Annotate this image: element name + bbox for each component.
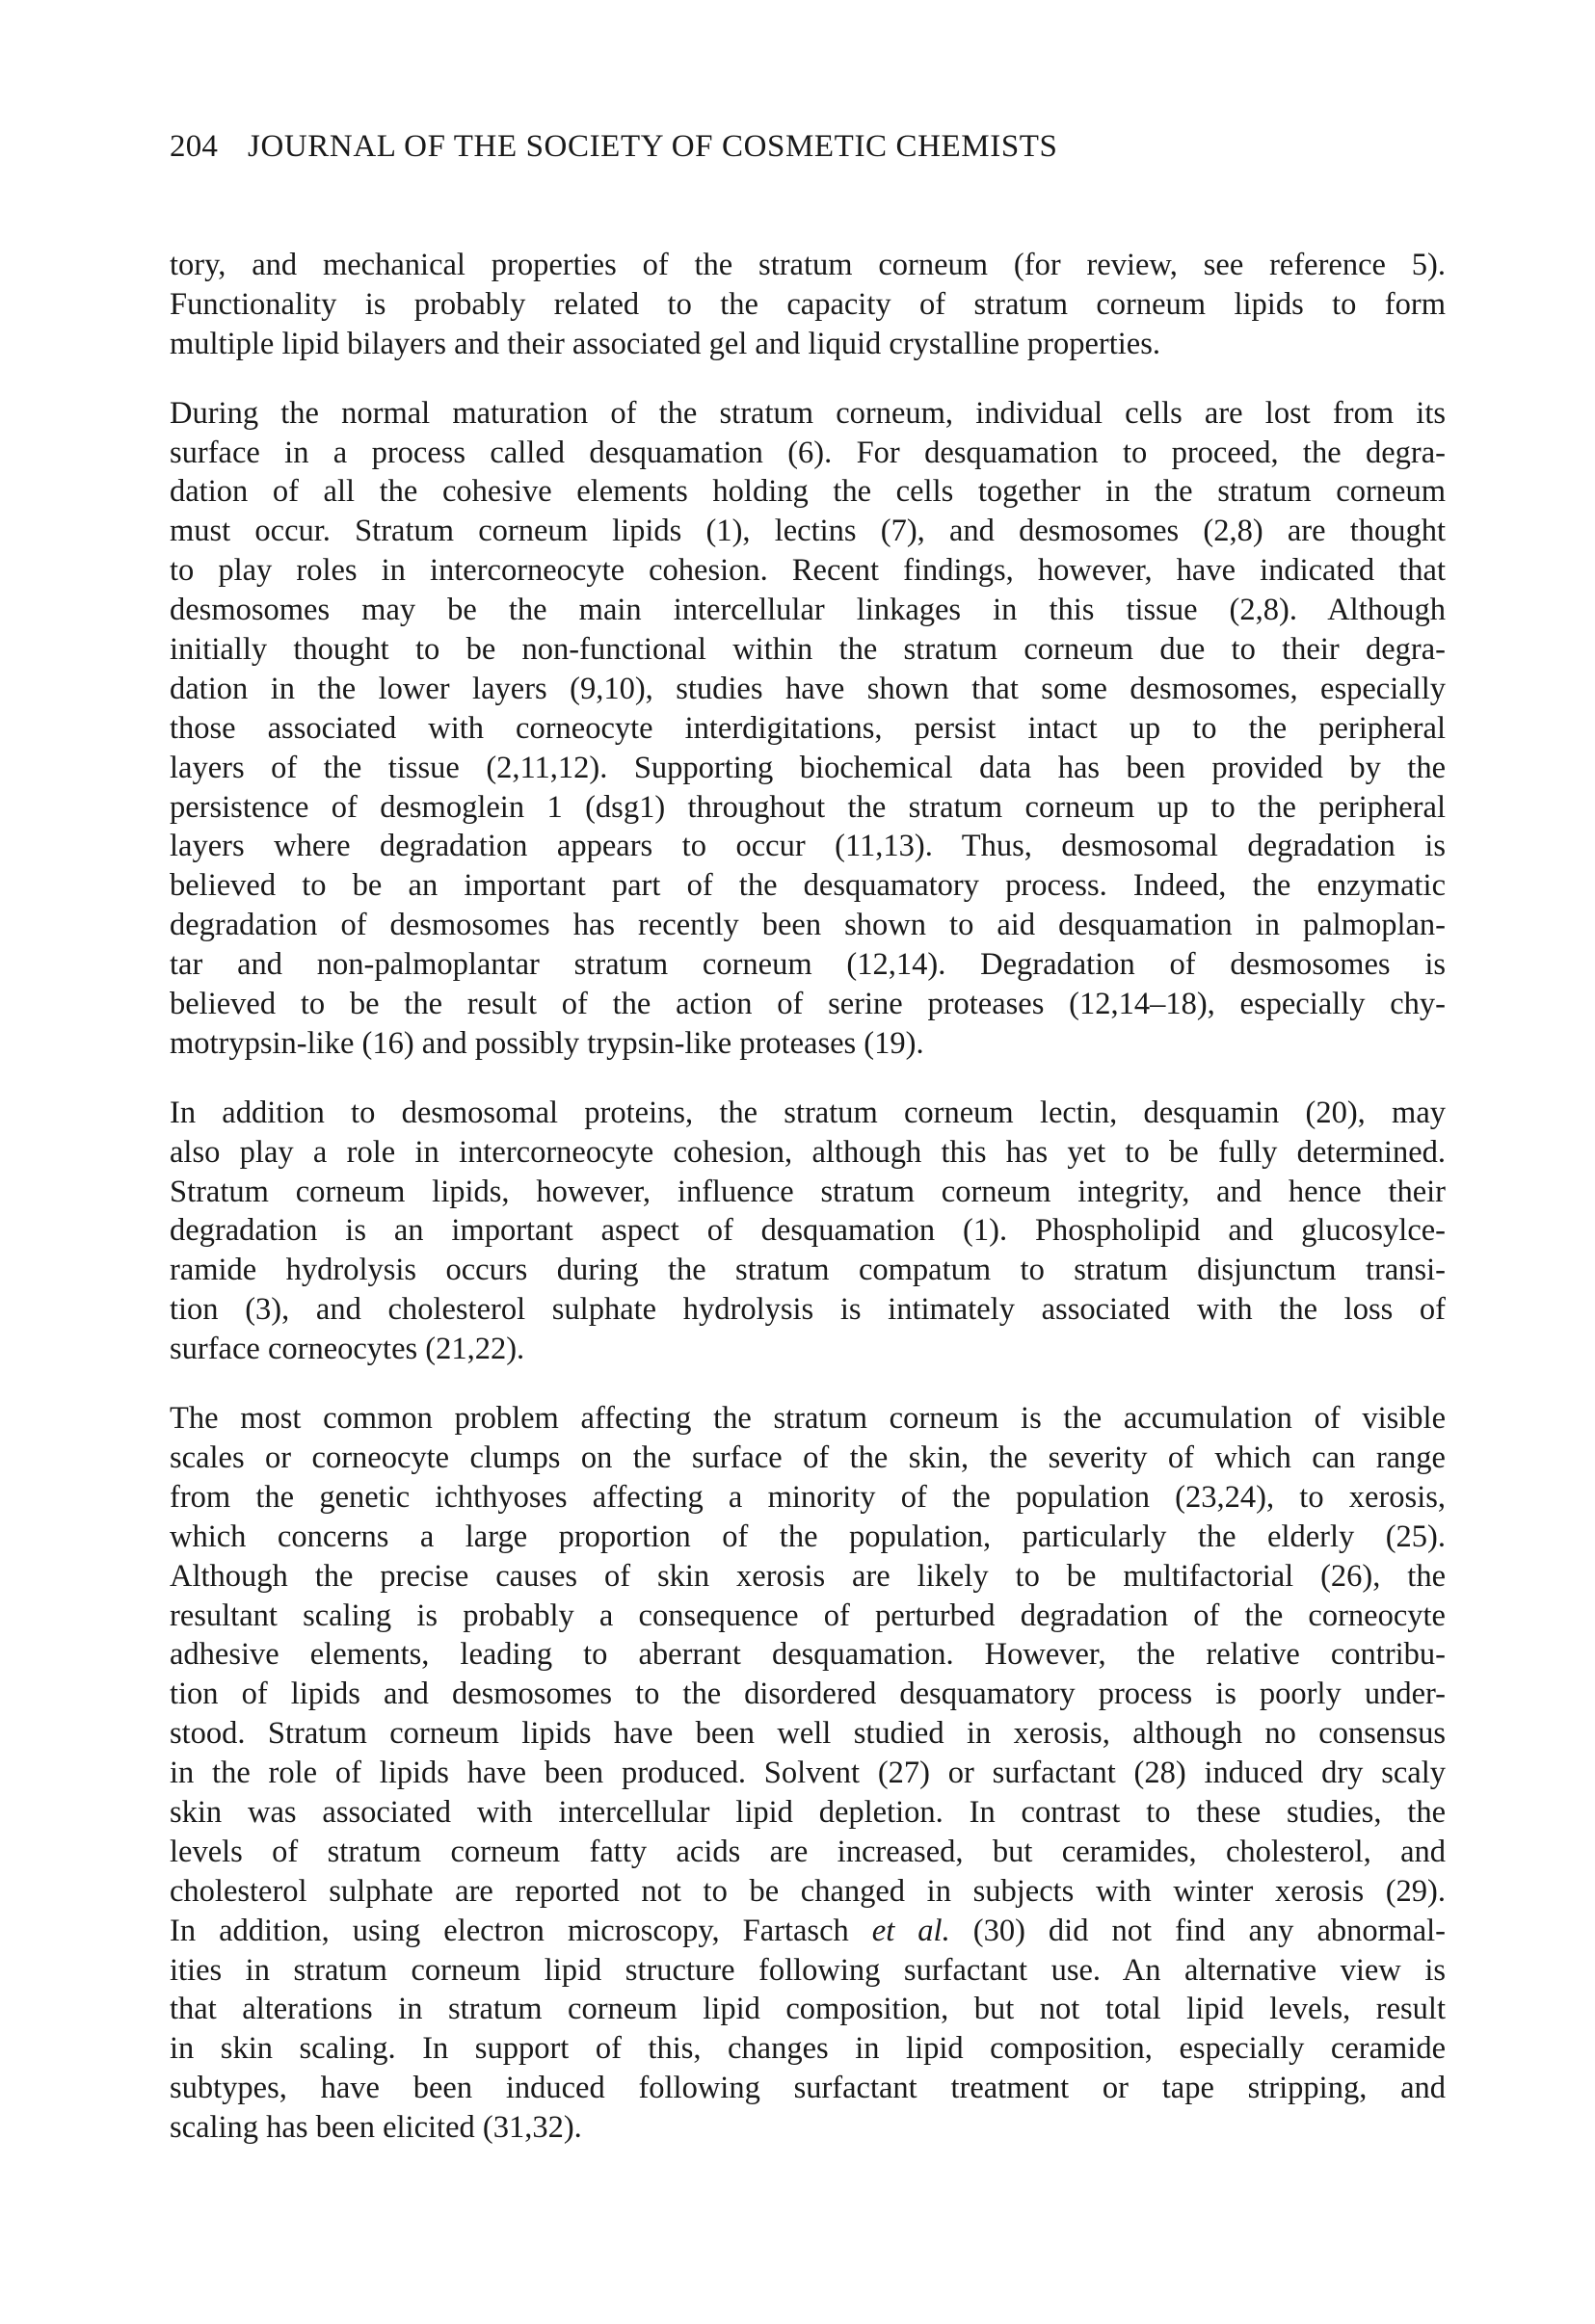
- article-body: [170, 246, 1446, 2178]
- text-line: In addition to desmosomal proteins, the stratum corneum lectin, desquamin (20), may: [170, 1095, 1446, 1130]
- et-al-italic: et al.: [871, 1913, 950, 1948]
- text-line: Stratum corneum lipids, however, influence stratum corneum integrity, and hence their: [170, 1174, 1446, 1209]
- text-line: those associated with corneocyte interdigitations, persist intact up to the peripheral: [170, 710, 1446, 746]
- text-line: also play a role in intercorneocyte cohesion, although this has yet to be fully determined.: [170, 1134, 1446, 1170]
- text-line: scaling has been elicited (31,32).: [170, 2110, 582, 2146]
- text-line: from the genetic ichthyoses affecting a minority of the population (23,24), to xerosis,: [170, 1479, 1446, 1515]
- text-line: ramide hydrolysis occurs during the stratum compatum to stratum disjunctum transi-: [170, 1253, 1446, 1288]
- text-line: must occur. Stratum corneum lipids (1), lectins (7), and desmosomes (2,8) are thought: [170, 514, 1446, 549]
- text-line: surface corneocytes (21,22).: [170, 1332, 525, 1367]
- text-line: layers of the tissue (2,11,12). Supporting biochemical data has been provided by the: [170, 750, 1446, 785]
- text-line: Although the precise causes of skin xerosis are likely to be multifactorial (26), the: [170, 1558, 1446, 1594]
- text-line: subtypes, have been induced following surfactant treatment or tape stripping, and: [170, 2071, 1446, 2106]
- text-line: tion (3), and cholesterol sulphate hydrolysis is intimately associated with the loss of: [170, 1292, 1446, 1328]
- text-line: layers where degradation appears to occur (11,13). Thus, desmosomal degradation is: [170, 829, 1446, 864]
- text-line: initially thought to be non-functional within the stratum corneum due to their degra-: [170, 632, 1446, 668]
- text-line: which concerns a large proportion of the population, particularly the elderly (25).: [170, 1519, 1446, 1554]
- text-line: surface in a process called desquamation (6). For desquamation to proceed, the degra-: [170, 435, 1446, 470]
- text-line: in skin scaling. In support of this, changes in lipid composition, especially ceramide: [170, 2031, 1446, 2067]
- text-line: degradation of desmosomes has recently been shown to aid desquamation in palmoplan-: [170, 908, 1446, 943]
- paragraph-xerosis: [170, 1399, 1446, 2148]
- page-number: 204: [170, 129, 219, 164]
- text-line: tory, and mechanical properties of the stratum corneum (for review, see reference 5).: [170, 248, 1446, 282]
- text-line: adhesive elements, leading to aberrant desquamation. However, the relative contribu-: [170, 1637, 1446, 1673]
- line-text: (30) did not find any abnormal-: [949, 1913, 1446, 1948]
- text-line: Functionality is probably related to the capacity of stratum corneum lipids to form: [170, 286, 1446, 322]
- text-line: resultant scaling is probably a consequence of perturbed degradation of the corneocyte: [170, 1598, 1446, 1633]
- text-line: cholesterol sulphate are reported not to be changed in subjects with winter xerosis (29).: [170, 1873, 1446, 1909]
- text-line: believed to be an important part of the desquamatory process. Indeed, the enzymatic: [170, 868, 1446, 904]
- text-line: The most common problem affecting the stratum corneum is the accumulation of visible: [170, 1401, 1446, 1437]
- journal-title: JOURNAL OF THE SOCIETY OF COSMETIC CHEMISTS: [248, 129, 1058, 164]
- line-text: In addition, using electron microscopy, Fartasch: [170, 1913, 872, 1948]
- text-line: stood. Stratum corneum lipids have been well studied in xerosis, although no consensus: [170, 1716, 1446, 1752]
- text-line: multiple lipid bilayers and their associated gel and liquid crystalline properties.: [170, 326, 1160, 361]
- text-line: During the normal maturation of the stratum corneum, individual cells are lost from its: [170, 395, 1446, 431]
- text-line: that alterations in stratum corneum lipid composition, but not total lipid levels, result: [170, 1992, 1446, 2027]
- text-line: desmosomes may be the main intercellular linkages in this tissue (2,8). Although: [170, 593, 1446, 628]
- text-line: ities in stratum corneum lipid structure following surfactant use. An alternative view is: [170, 1952, 1446, 1988]
- paragraph-desquamation: [170, 394, 1446, 1064]
- text-line: tar and non-palmoplantar stratum corneum (12,14). Degradation of desmosomes is: [170, 947, 1446, 983]
- text-line-with-citation: [170, 1912, 1446, 1951]
- text-line: scales or corneocyte clumps on the surface of the skin, the severity of which can range: [170, 1439, 1446, 1475]
- text-line: dation in the lower layers (9,10), studies have shown that some desmosomes, especially: [170, 671, 1446, 706]
- text-line: persistence of desmoglein 1 (dsg1) throughout the stratum corneum up to the peripheral: [170, 789, 1446, 825]
- paragraph-lectin-lipids: [170, 1094, 1446, 1369]
- text-line: to play roles in intercorneocyte cohesion. Recent findings, however, have indicated that: [170, 553, 1446, 589]
- paragraph-lipid-functionality: [170, 246, 1446, 364]
- text-line: in the role of lipids have been produced. Solvent (27) or surfactant (28) induced dry scaly: [170, 1756, 1446, 1791]
- running-head: [170, 129, 1442, 177]
- text-line: skin was associated with intercellular lipid depletion. In contrast to these studies, the: [170, 1794, 1446, 1830]
- text-line: believed to be the result of the action of serine proteases (12,14–18), especially chy-: [170, 987, 1446, 1022]
- text-line: dation of all the cohesive elements holding the cells together in the stratum corneum: [170, 474, 1446, 510]
- text-line: motrypsin-like (16) and possibly trypsin-like proteases (19).: [170, 1025, 924, 1061]
- text-line: levels of stratum corneum fatty acids are increased, but ceramides, cholesterol, and: [170, 1834, 1446, 1869]
- text-line: tion of lipids and desmosomes to the disordered desquamatory process is poorly under-: [170, 1677, 1446, 1712]
- text-line: degradation is an important aspect of desquamation (1). Phospholipid and glucosylce-: [170, 1213, 1446, 1249]
